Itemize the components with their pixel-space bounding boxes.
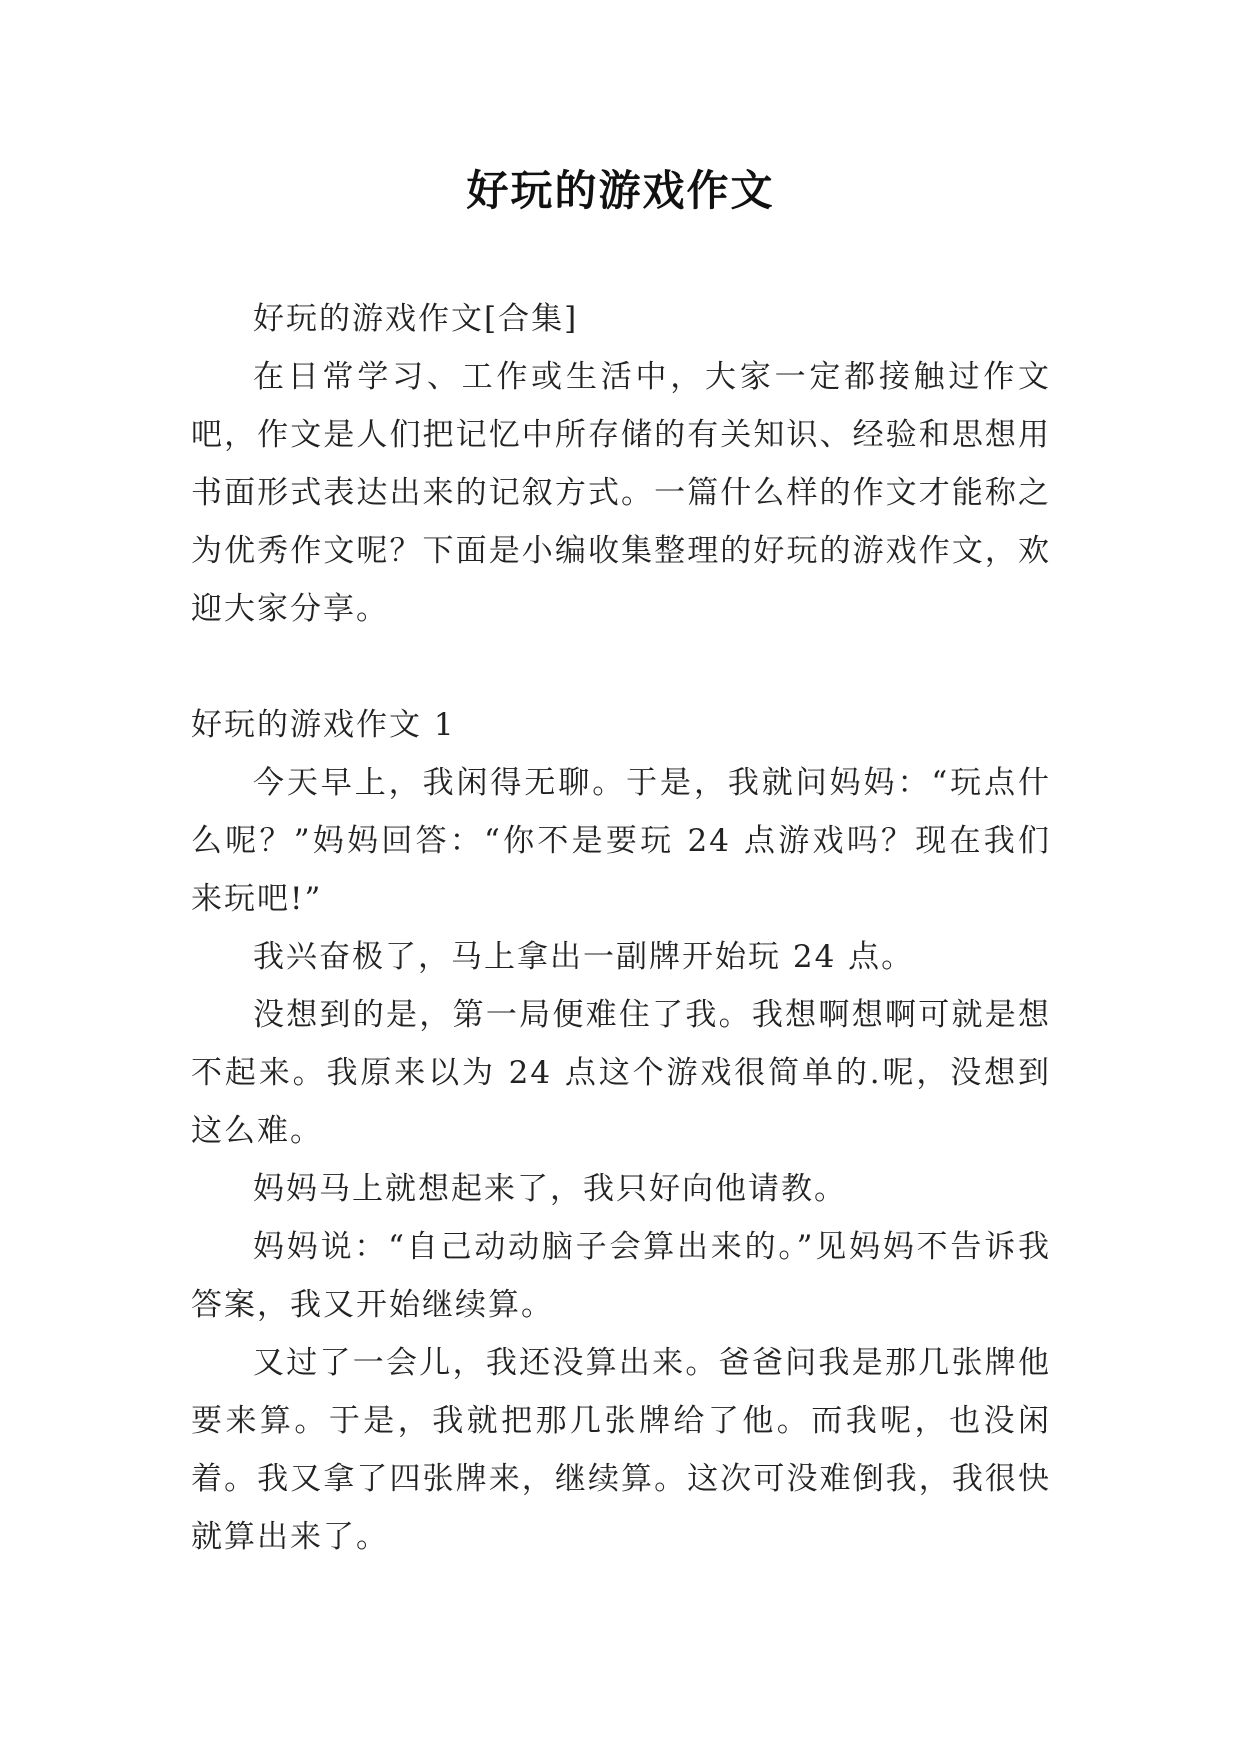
body-paragraph: 没想到的是，第一局便难住了我。我想啊想啊可就是想不起来。我原来以为 24 点这个游戏很简单的.呢，没想到这么难。 bbox=[191, 997, 1051, 1149]
document-body bbox=[191, 290, 1051, 1566]
body-paragraph: 妈妈说：“自己动动脑子会算出来的。”见妈妈不告诉我答案，我又开始继续算。 bbox=[191, 1229, 1051, 1323]
document-title: 好玩的游戏作文 bbox=[466, 166, 775, 215]
body-paragraph: 又过了一会儿，我还没算出来。爸爸问我是那几张牌他要来算。于是，我就把那几张牌给了他。而我呢，也没闲着。我又拿了四张牌来，继续算。这次可没难倒我，我很快就算出来了。 bbox=[191, 1345, 1051, 1555]
body-paragraph: 我兴奋极了，马上拿出一副牌开始玩 24 点。 bbox=[253, 939, 915, 975]
body-paragraph: 妈妈马上就想起来了，我只好向他请教。 bbox=[253, 1171, 847, 1207]
section-spacer bbox=[191, 638, 1051, 696]
section-heading: 好玩的游戏作文 1 bbox=[191, 707, 456, 743]
intro-subtitle: 好玩的游戏作文[合集] bbox=[253, 301, 579, 337]
body-paragraph: 今天早上，我闲得无聊。于是，我就问妈妈：“玩点什么呢？”妈妈回答：“你不是要玩 24 点游戏吗？现在我们来玩吧!” bbox=[191, 765, 1051, 917]
intro-paragraph: 在日常学习、工作或生活中，大家一定都接触过作文吧，作文是人们把记忆中所存储的有关知识、经验和思想用书面形式表达出来的记叙方式。一篇什么样的作文才能称之为优秀作文呢？下面是小编收集整理的好玩的游戏作文，欢迎大家分享。 bbox=[191, 359, 1051, 627]
